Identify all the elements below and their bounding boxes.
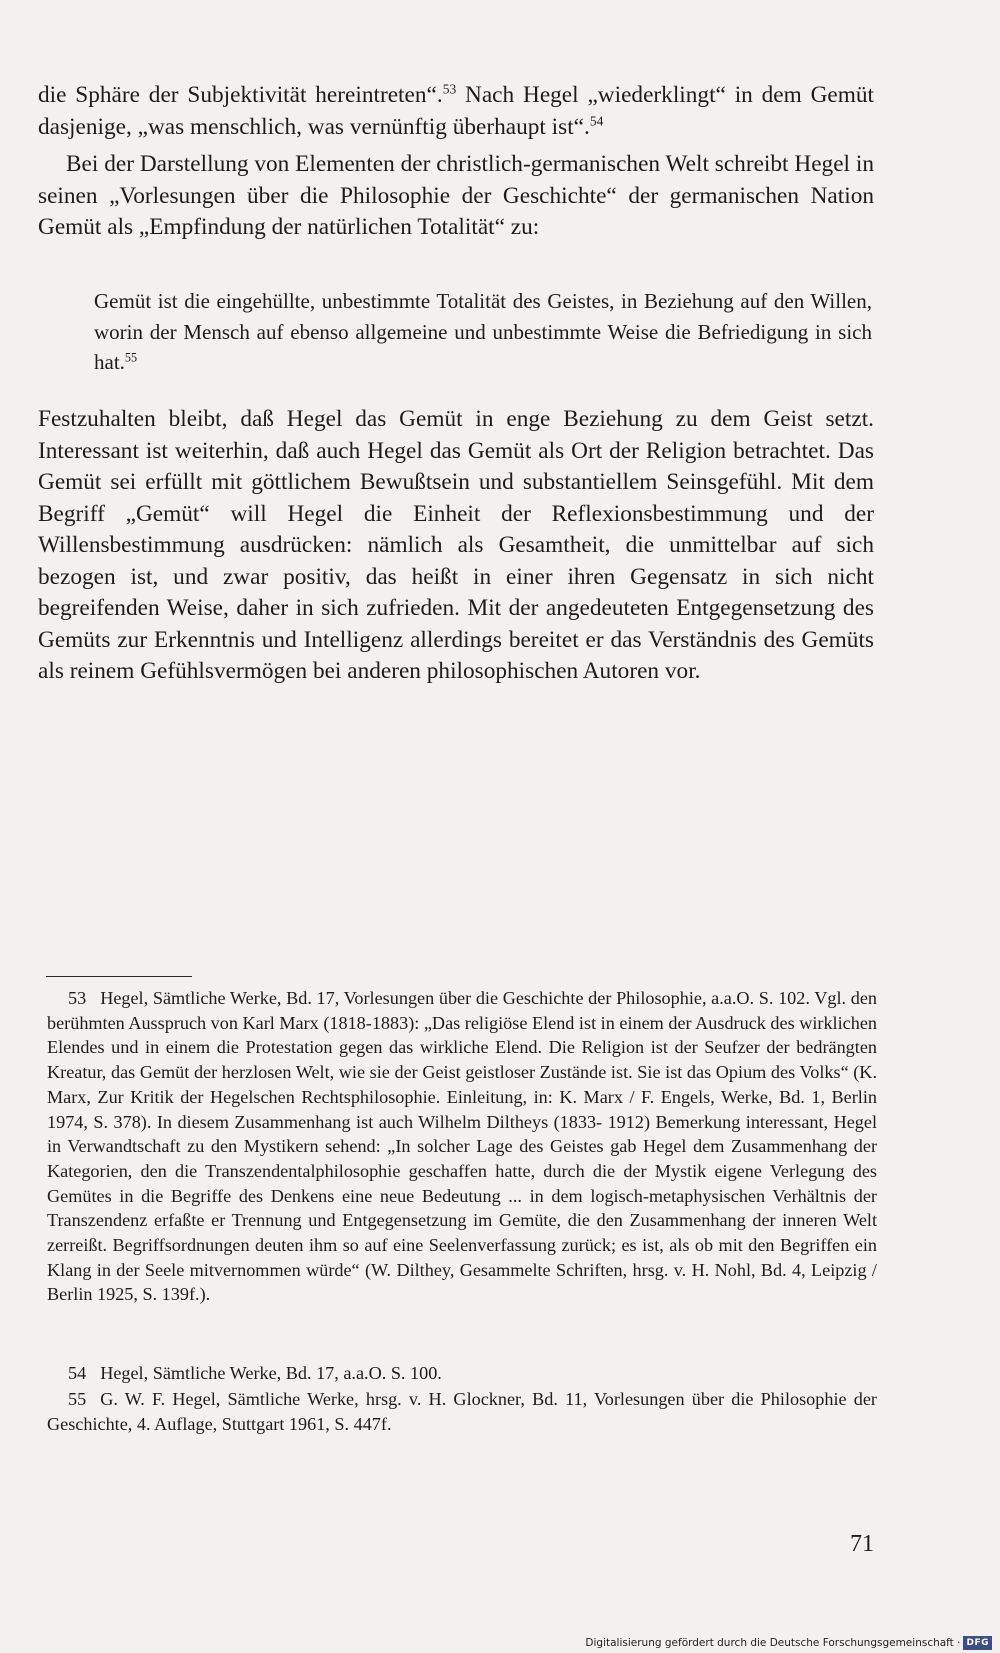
paragraph-3: Festzuhalten bleibt, daß Hegel das Gemüt in enge Beziehung zu dem Geist setzt. Interessant ist weiterhin, daß auch Hegel das Gemüt als Ort der Religion betrachtet. Das Gemüt sei erfüllt mit göttlichem Bewußtsein und substantiellem Seinsgefühl. Mit dem Begriff „Gemüt“ will Hegel die Einheit der Reflexionsbestimmung und der Willensbestimmung ausdrücken: nämlich als Gesamtheit, die unmittelbar auf sich bezogen ist, und zwar positiv, das heißt in einer ihren Gegensatz in sich nicht begreifenden Weise, daher in sich zufrieden. Mit der angedeuteten Entgegensetzung des Gemüts zur Erkenntnis und Intelligenz allerdings bereitet er das Verständnis des Gemüts als reinem Gefühlsvermögen bei anderen philosophischen Autoren vor. [38,406,874,684]
footnote-55 [47,1387,877,1436]
footnote-separator [46,976,192,977]
digitization-credit-text: Digitalisierung gefördert durch die Deutsche Forschungsgemeinschaft · [585,1637,961,1649]
digitization-credit [585,1635,992,1651]
footnote-ref-53: 53 [442,81,457,97]
dfg-logo: DFG [963,1636,992,1650]
footnote-text: Hegel, Sämtliche Werke, Bd. 17, Vorlesungen über die Geschichte der Philosophie, a.a.O. S. 102. Vgl. den berühmten Ausspruch von Karl Marx (1818-1883): „Das religiöse Elend ist in einem der Ausdruck des wirklichen Elendes und in einem die Protestation gegen das wirkliche Elend. Die Religion ist der Seufzer der bedrängten Kreatur, das Gemüt der herzlosen Welt, wie sie der Geist geistloser Zustände ist. Sie ist das Opium des Volks“ (K. Marx, Zur Kritik der Hegelschen Rechtsphilosophie. Einleitung, in: K. Marx / F. Engels, Werke, Bd. 1, Berlin 1974, S. 378). In diesem Zusammenhang ist auch Wilhelm Diltheys (1833- 1912) Bemerkung interessant, Hegel in Verwandtschaft zu den Mystikern sehend: „In solcher Lage des Geistes gab Hegel dem Zusammenhang der Kategorien, den die Transzendentalphilosophie geschaffen hatte, durch die der Mystik eigene Verlegung des Gemütes in die Begriffe des Denkens eine neue Bedeutung ... in dem logisch-metaphysischen Verhältnis der Transzendenz erfaßte er Trennung und Entgegensetzung im Gemüte, die den Zusammenhang der inneren Welt zerreißt. Begriffsordnungen deuten ihm so auf eine Seelenverfassung zurück; es ist, als ob mit den Begriffen ein Klang in der Seele mitvernommen würde“ (W. Dilthey, Gesammelte Schriften, hrsg. v. H. Nohl, Bd. 4, Leipzig / Berlin 1925, S. 139f.). [47,988,877,1305]
footnote-53 [47,986,877,1307]
paragraph-2: Bei der Darstellung von Elementen der christlich-germanischen Welt schreibt Hegel in seinen „Vorlesungen über die Philosophie der Geschichte“ der germanischen Nation Gemüt als „Empfindung der natürlichen Totalität“ zu: [38,151,874,240]
footnote-number: 55 [68,1389,87,1409]
block-quote [94,286,872,378]
footnote-text: Hegel, Sämtliche Werke, Bd. 17, a.a.O. S. 100. [100,1363,442,1383]
page-number: 71 [850,1531,874,1557]
paragraph-1 [38,80,874,143]
footnote-number: 54 [68,1363,87,1383]
footnote-ref-55: 55 [124,350,138,365]
footnote-text: G. W. F. Hegel, Sämtliche Werke, hrsg. v. H. Glockner, Bd. 11, Vorlesungen über die Philosophie der Geschichte, 4. Auflage, Stuttgart 1961, S. 447f. [47,1389,877,1434]
footnote-ref-54: 54 [589,113,604,129]
footnote-54 [47,1361,877,1386]
paragraph-1-text: die Sphäre der Subjektivität hereintreten“. [38,82,443,108]
footnote-number: 53 [68,988,87,1008]
paragraph-1-text-continued: Nach Hegel „wiederklingt“ in dem Gemüt dasjenige, „was menschlich, was vernünftig überhaupt ist“. [38,82,874,140]
block-quote-text: Gemüt ist die eingehüllte, unbestimmte Totalität des Geistes, in Beziehung auf den Willen, worin der Mensch auf ebenso allgemeine und unbestimmte Weise die Befriedigung in sich hat. [94,289,872,374]
